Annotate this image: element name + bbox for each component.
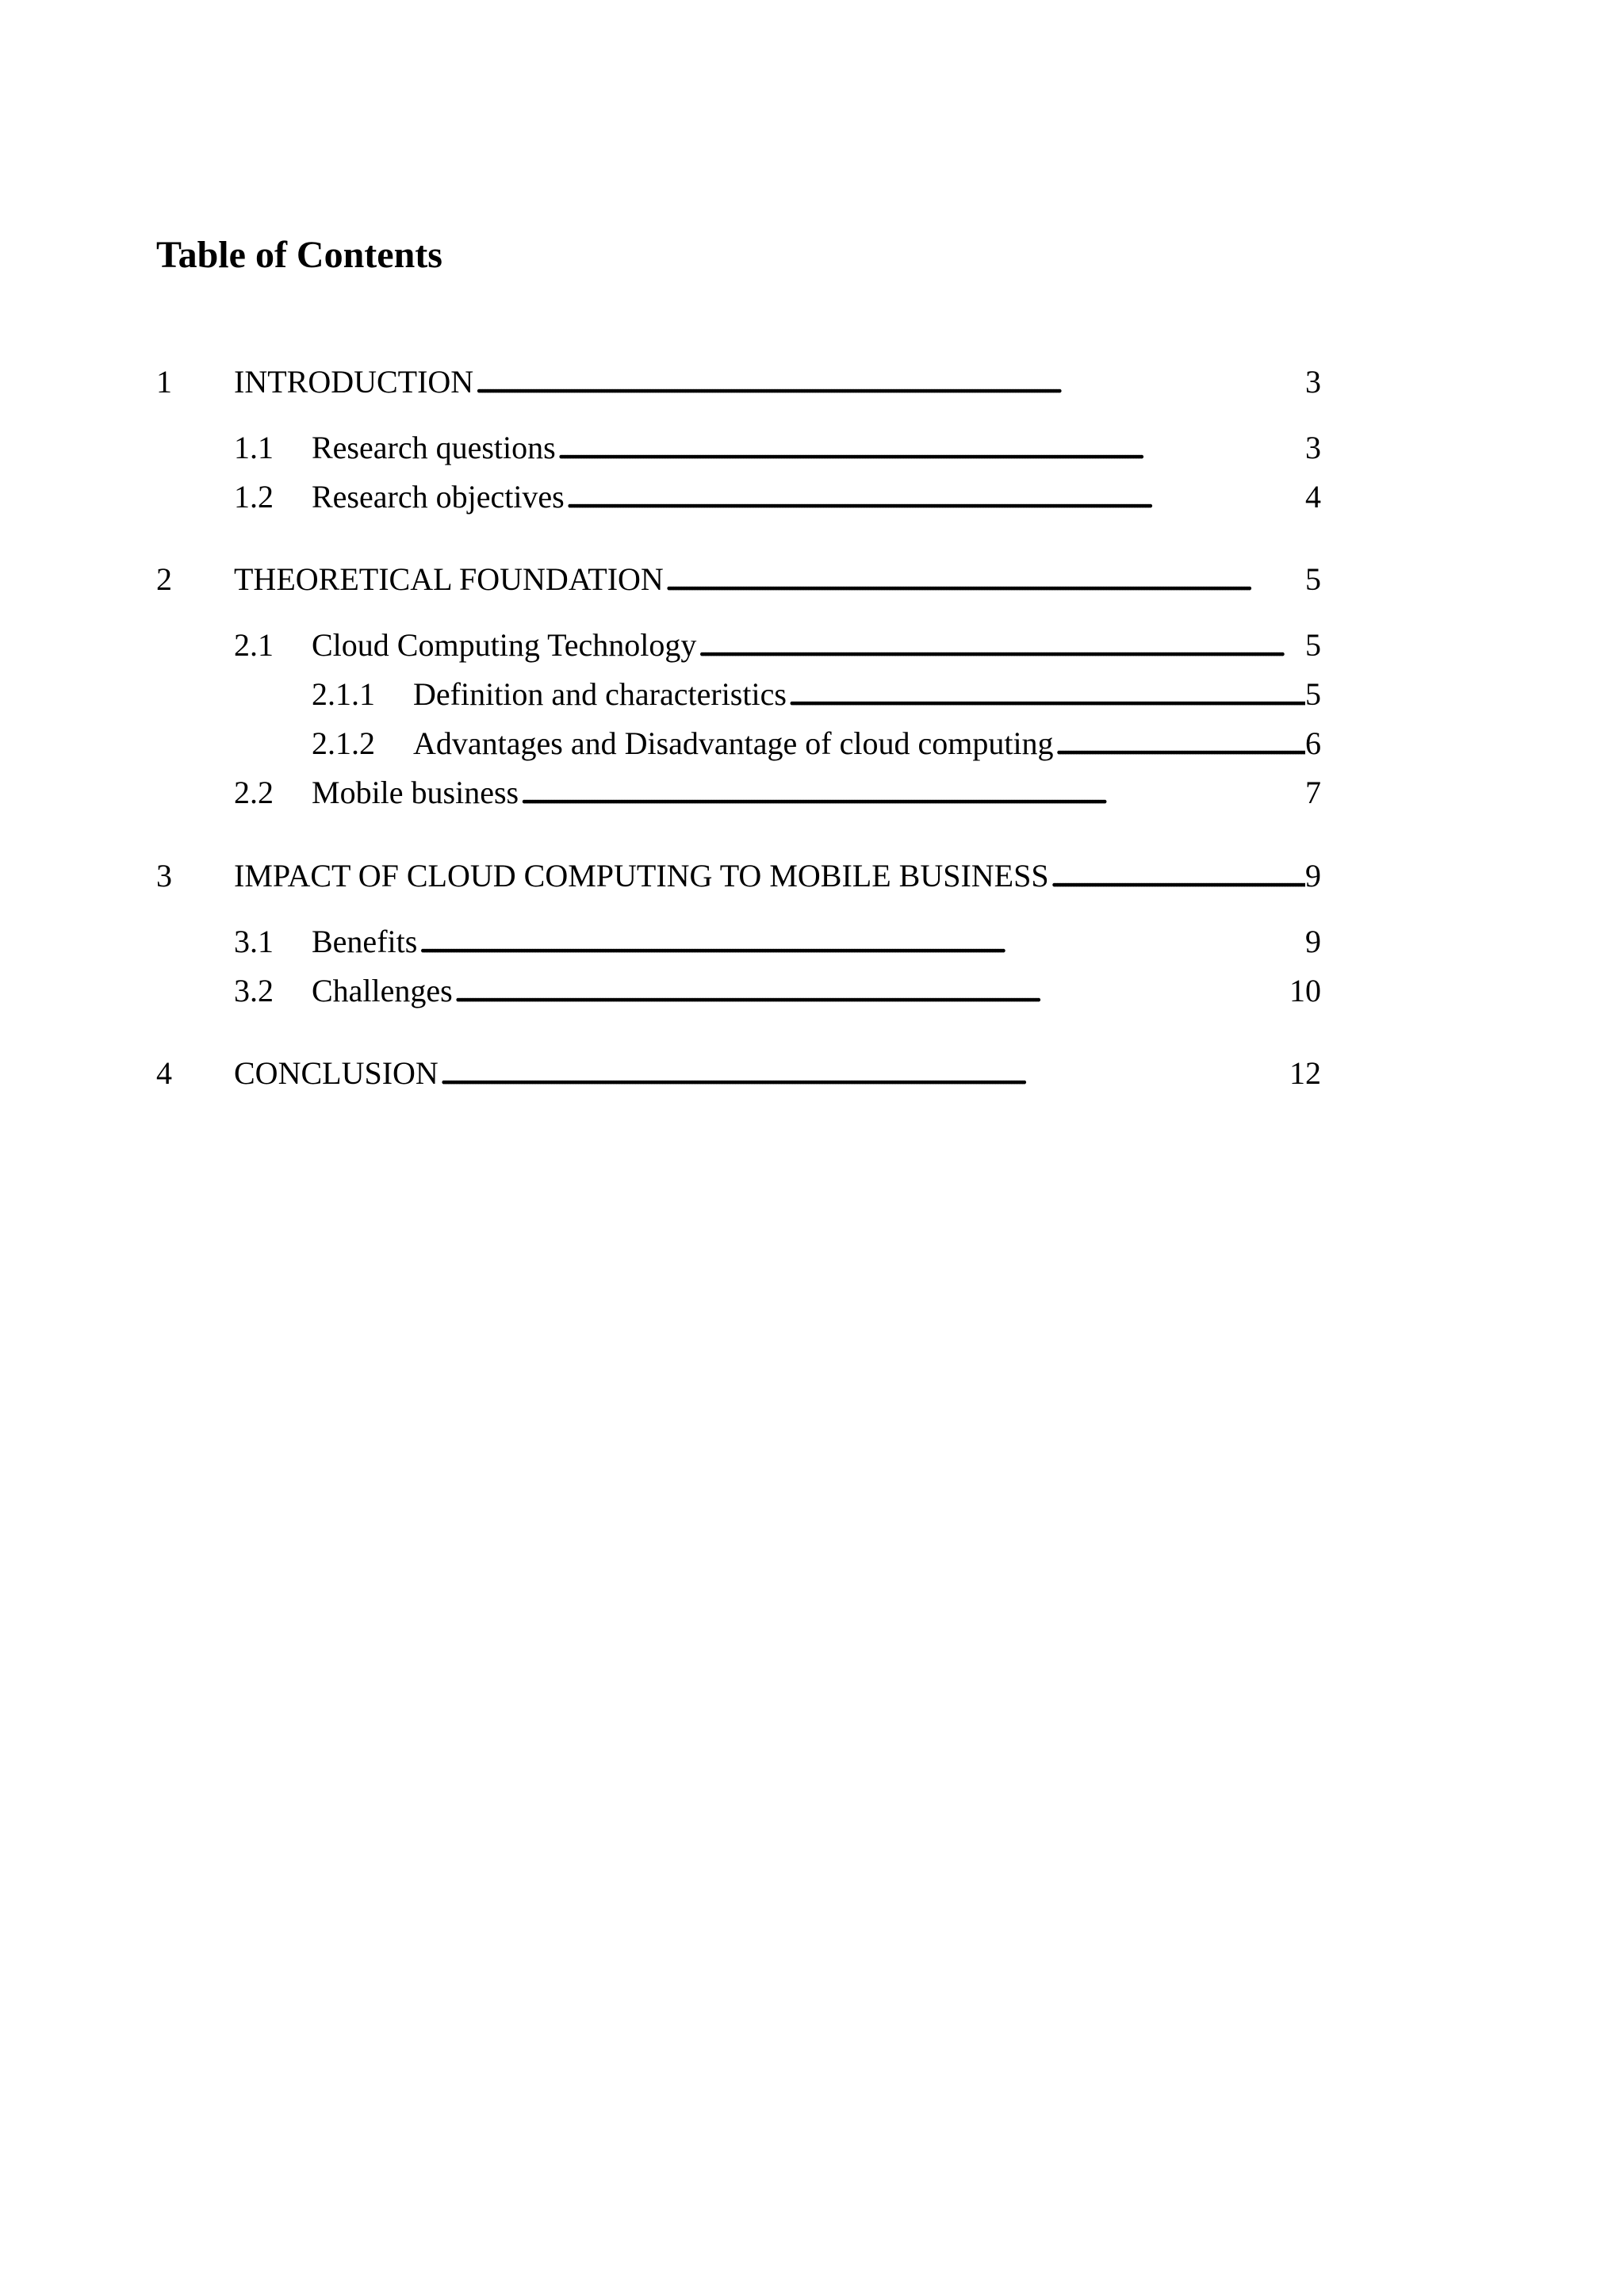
toc-entry-number: 3.2 xyxy=(234,973,274,1008)
toc-entry-conclusion[interactable] xyxy=(156,1054,1321,1093)
toc-entry-page: 5 xyxy=(1305,561,1321,597)
toc-entry-title: INTRODUCTION xyxy=(234,364,474,400)
toc-entry-theoretical-foundation[interactable] xyxy=(156,560,1321,599)
dot-leader xyxy=(473,362,1305,402)
toc-entry-title: IMPACT OF CLOUD COMPUTING TO MOBILE BUSINESS xyxy=(234,858,1049,894)
toc-entry-advantages-disadvantage[interactable] xyxy=(312,724,1321,763)
toc-entry-number: 3 xyxy=(156,858,172,894)
toc-entry-page: 5 xyxy=(1305,627,1321,663)
toc-entry-number: 2.1.2 xyxy=(312,725,375,761)
toc-entry-title: Advantages and Disadvantage of cloud computing xyxy=(413,725,1054,761)
toc-entry-number: 2.1 xyxy=(234,627,274,663)
toc-entry-research-questions[interactable] xyxy=(234,428,1321,468)
toc-entry-title: THEORETICAL FOUNDATION xyxy=(234,561,664,597)
dot-leader xyxy=(787,675,1305,714)
toc-entry-number: 2 xyxy=(156,561,172,597)
dot-leader xyxy=(453,971,1289,1011)
toc-title: Table of Contents xyxy=(156,234,442,276)
toc-entry-definition-characteristics[interactable] xyxy=(312,675,1321,714)
dot-leader xyxy=(439,1054,1289,1093)
dot-leader xyxy=(556,428,1305,468)
toc-entry-challenges[interactable] xyxy=(234,971,1321,1011)
toc-entry-page: 3 xyxy=(1305,430,1321,465)
toc-entry-number: 2.1.1 xyxy=(312,676,375,712)
toc-entry-page: 5 xyxy=(1305,676,1321,712)
toc-entry-number: 3.1 xyxy=(234,924,274,959)
dot-leader xyxy=(565,477,1305,517)
toc-entry-page: 12 xyxy=(1289,1055,1321,1091)
toc-entry-title: CONCLUSION xyxy=(234,1055,439,1091)
toc-entry-page: 3 xyxy=(1305,364,1321,400)
toc-entry-title: Research objectives xyxy=(312,479,565,515)
toc-entry-title: Definition and characteristics xyxy=(413,676,787,712)
toc-entry-impact-of-cloud-computing[interactable] xyxy=(156,856,1321,896)
dot-leader xyxy=(1054,724,1305,763)
toc-entry-page: 9 xyxy=(1305,924,1321,959)
toc-entry-number: 4 xyxy=(156,1055,172,1091)
toc-entry-page: 4 xyxy=(1305,479,1321,515)
toc-entry-page: 10 xyxy=(1289,973,1321,1008)
toc-entry-title: Cloud Computing Technology xyxy=(312,627,697,663)
toc-entry-mobile-business[interactable] xyxy=(234,773,1321,813)
dot-leader xyxy=(1049,856,1305,896)
toc-entry-research-objectives[interactable] xyxy=(234,477,1321,517)
toc-entry-page: 6 xyxy=(1305,725,1321,761)
toc-entry-number: 1.2 xyxy=(234,479,274,515)
dot-leader xyxy=(417,922,1305,962)
dot-leader xyxy=(664,560,1305,599)
toc-entry-number: 2.2 xyxy=(234,775,274,810)
dot-leader xyxy=(519,773,1305,813)
toc-entry-title: Challenges xyxy=(312,973,453,1008)
toc-entry-title: Benefits xyxy=(312,924,418,959)
toc-entry-cloud-computing-technology[interactable] xyxy=(234,626,1321,665)
toc-entry-benefits[interactable] xyxy=(234,922,1321,962)
toc-entry-page: 9 xyxy=(1305,858,1321,894)
toc-entry-number: 1 xyxy=(156,364,172,400)
toc-entry-number: 1.1 xyxy=(234,430,274,465)
toc-entry-title: Research questions xyxy=(312,430,556,465)
toc-entry-page: 7 xyxy=(1305,775,1321,810)
dot-leader xyxy=(696,626,1305,665)
toc-entry-title: Mobile business xyxy=(312,775,519,810)
toc-entry-introduction[interactable] xyxy=(156,362,1321,402)
